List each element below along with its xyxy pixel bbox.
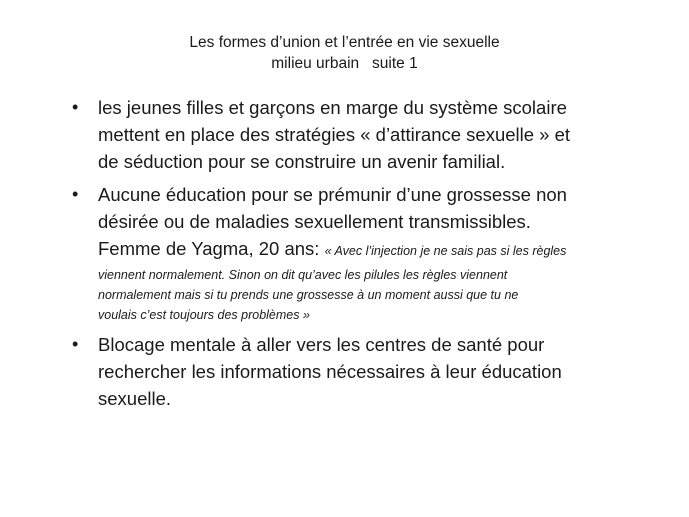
bullet-list xyxy=(72,94,662,418)
bullet-2-speaker-line xyxy=(98,235,662,265)
quote-line-3: voulais c’est toujours des problèmes » xyxy=(98,308,310,322)
bullet-item-3 xyxy=(72,331,662,412)
bullet-item-2 xyxy=(72,181,662,325)
title-line-2: milieu urbain suite 1 xyxy=(271,55,418,72)
bullet-1-line-2: mettent en place des stratégies « d’attirance sexuelle » et xyxy=(98,124,571,145)
bullet-3-line-1: Blocage mentale à aller vers les centres de santé pour xyxy=(98,334,545,355)
quote-line-1: viennent normalement. Sinon on dit qu’avec les pilules les règles viennent xyxy=(98,268,508,282)
quote-start: « Avec l’injection je ne sais pas si les règles xyxy=(324,244,567,258)
bullet-item-1 xyxy=(72,94,662,175)
bullet-1-line-1: les jeunes filles et garçons en marge du système scolaire xyxy=(98,97,567,118)
quote-line-2: normalement mais si tu prends une grossesse à un moment aussi que tu ne xyxy=(98,288,519,302)
bullet-icon: • xyxy=(72,97,79,117)
bullet-1-line-3: de séduction pour se construire un avenir familial. xyxy=(98,151,506,172)
bullet-2-line-1: Aucune éducation pour se prémunir d’une grossesse non xyxy=(98,184,567,205)
speaker-label: Femme de Yagma, 20 ans: xyxy=(98,238,325,259)
bullet-2-line-2: désirée ou de maladies sexuellement transmissibles. xyxy=(98,211,531,232)
title-line-1: Les formes d’union et l’entrée en vie sexuelle xyxy=(189,34,500,51)
slide-title xyxy=(60,32,629,74)
bullet-icon: • xyxy=(72,334,79,354)
bullet-icon: • xyxy=(72,184,79,204)
bullet-3-line-3: sexuelle. xyxy=(98,388,172,409)
bullet-3-line-2: rechercher les informations nécessaires à leur éducation xyxy=(98,361,562,382)
